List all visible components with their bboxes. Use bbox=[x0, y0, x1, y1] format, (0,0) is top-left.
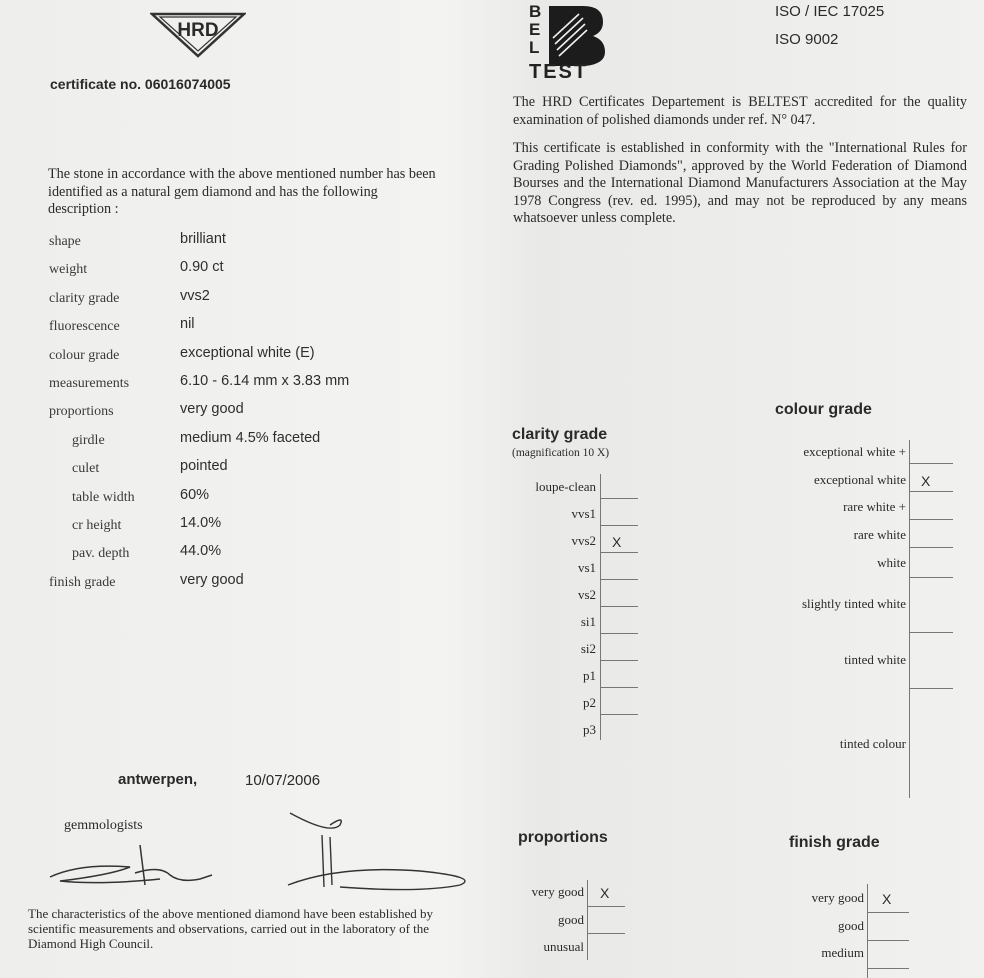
gemmologist-signatures bbox=[40, 805, 480, 910]
hrd-logo bbox=[150, 8, 246, 58]
scale-grade-label: p1 bbox=[583, 668, 596, 683]
scale-grade-line bbox=[909, 463, 953, 464]
description-row-value: 0.90 ct bbox=[180, 259, 224, 276]
scale-grade-line bbox=[909, 688, 953, 689]
issue-city: antwerpen, bbox=[118, 771, 198, 788]
scale-grade-mark: X bbox=[882, 891, 892, 907]
scale-grade-label: vs2 bbox=[577, 587, 596, 602]
description-row-value: 14.0% bbox=[180, 515, 222, 531]
scale-grade-line bbox=[587, 906, 625, 907]
scale-divider bbox=[867, 884, 868, 978]
scale-grade-label: white bbox=[877, 555, 906, 570]
scale-grade-mark: X bbox=[612, 534, 622, 550]
scale-grade-line bbox=[909, 519, 953, 520]
certificate-number: certificate no. 06016074005 bbox=[50, 76, 231, 92]
description-row-label: girdle bbox=[72, 432, 105, 448]
scale-grade-label: exceptional white + bbox=[803, 444, 906, 459]
scale-grade-line bbox=[600, 525, 638, 526]
scale-grade-line bbox=[867, 912, 909, 913]
colour-grade-title: colour grade bbox=[775, 401, 872, 418]
description-row-label: weight bbox=[49, 262, 88, 278]
scale-grade-line bbox=[600, 687, 638, 688]
proportions-title: proportions bbox=[518, 829, 608, 846]
description-row-value: pointed bbox=[180, 458, 228, 475]
description-row-label: shape bbox=[49, 234, 81, 249]
conformity-text: This certificate is established in conformity with the "International Rules for Grading Polished Diamonds", approved by the World Federation of Diamond Bourses and the International Diamond Manufacturers Association at the May 1978 Congress (rev. ed. 1995), and may not be reproduced by any means whatsoever unless complete. bbox=[513, 140, 967, 226]
description-row-label: proportions bbox=[49, 404, 114, 420]
beltest-logo bbox=[527, 0, 617, 82]
description-row-label: cr height bbox=[72, 518, 122, 533]
iso-iec-17025-label: ISO / IEC 17025 bbox=[775, 3, 885, 20]
description-row-label: fluorescence bbox=[49, 319, 120, 335]
description-row-value: very good bbox=[180, 571, 244, 588]
scale-grade-label: rare white + bbox=[843, 499, 906, 514]
scale-grade-line bbox=[600, 660, 638, 661]
issue-date: 10/07/2006 bbox=[245, 772, 321, 789]
description-row-value: very good bbox=[180, 401, 244, 418]
scale-grade-label: exceptional white bbox=[813, 472, 906, 487]
scale-grade-label: rare white bbox=[853, 527, 906, 542]
clarity-grade-title: clarity grade bbox=[512, 426, 608, 443]
svg-text:L: L bbox=[529, 38, 540, 57]
scale-grade-label: vs1 bbox=[577, 560, 596, 575]
scale-grade-line bbox=[909, 577, 953, 578]
description-row-label: pav. depth bbox=[72, 546, 130, 562]
scale-grade-line bbox=[909, 547, 953, 548]
description-intro: The stone in accordance with the above mentioned number has been identified as a natural gem diamond and has the following description : bbox=[48, 166, 436, 217]
scale-grade-label: vvs1 bbox=[571, 506, 596, 521]
scale-grade-mark: X bbox=[921, 473, 931, 489]
scale-grade-line bbox=[600, 552, 638, 553]
description-row-label: finish grade bbox=[49, 574, 116, 590]
clarity-magnification: (magnification 10 X) bbox=[512, 447, 610, 459]
svg-text:HRD: HRD bbox=[177, 20, 219, 41]
svg-text:B: B bbox=[529, 2, 542, 21]
description-row-value: medium 4.5% faceted bbox=[180, 429, 321, 446]
scale-grade-line bbox=[587, 933, 625, 934]
scale-grade-line bbox=[909, 491, 953, 492]
scale-grade-label: p2 bbox=[583, 695, 596, 710]
scale-grade-line bbox=[867, 940, 909, 941]
gemmologists-label: gemmologists bbox=[64, 818, 143, 833]
scale-grade-label: loupe-clean bbox=[535, 479, 596, 494]
scale-divider bbox=[909, 440, 910, 798]
scale-grade-line bbox=[867, 968, 909, 969]
scale-grade-line bbox=[600, 606, 638, 607]
laboratory-note: The characteristics of the above mentioned diamond have been established by scientific measurements and observations, carried out in the laboratory of the Diamond High Council. bbox=[28, 906, 434, 951]
description-row-value: brilliant bbox=[180, 231, 226, 247]
scale-grade-label: si2 bbox=[580, 641, 596, 656]
scale-grade-line bbox=[600, 633, 638, 634]
scale-grade-label: slightly tinted white bbox=[802, 596, 906, 611]
description-row-value: nil bbox=[180, 316, 195, 333]
scale-grade-label: p3 bbox=[583, 722, 596, 737]
description-row-value: 60% bbox=[180, 486, 210, 503]
svg-text:E: E bbox=[529, 20, 541, 39]
scale-grade-label: vvs2 bbox=[571, 533, 596, 548]
scale-grade-line bbox=[600, 498, 638, 499]
description-row-value: vvs2 bbox=[180, 287, 210, 304]
scale-grade-line bbox=[600, 714, 638, 715]
finish-grade-title: finish grade bbox=[789, 834, 880, 851]
scale-grade-label: medium bbox=[821, 945, 864, 960]
description-row-label: measurements bbox=[49, 376, 130, 391]
description-row-label: colour grade bbox=[49, 347, 120, 363]
svg-text:TEST: TEST bbox=[529, 61, 589, 82]
description-row-value: 6.10 - 6.14 mm x 3.83 mm bbox=[180, 373, 350, 389]
scale-grade-label: si1 bbox=[580, 614, 596, 629]
iso-9002-label: ISO 9002 bbox=[775, 31, 839, 48]
scale-grade-line bbox=[600, 579, 638, 580]
accreditation-text: The HRD Certificates Departement is BELTEST accredited for the quality examination of polished diamonds under ref. N° 047. bbox=[513, 94, 967, 128]
scale-grade-label: very good bbox=[811, 890, 864, 905]
scale-grade-label: tinted colour bbox=[839, 736, 906, 751]
scale-grade-label: good bbox=[558, 912, 584, 927]
scale-grade-label: good bbox=[838, 918, 864, 933]
description-row-label: table width bbox=[72, 489, 135, 505]
description-row-value: 44.0% bbox=[180, 543, 222, 560]
scale-divider bbox=[587, 880, 588, 960]
description-row-value: exceptional white (E) bbox=[180, 344, 315, 361]
scale-divider bbox=[600, 474, 601, 740]
scale-grade-line bbox=[909, 632, 953, 633]
scale-grade-mark: X bbox=[600, 885, 610, 901]
description-row-label: clarity grade bbox=[49, 290, 120, 306]
scale-grade-label: unusual bbox=[543, 939, 584, 954]
scale-grade-label: tinted white bbox=[844, 652, 906, 667]
description-row-label: culet bbox=[72, 461, 100, 477]
scale-grade-label: very good bbox=[531, 884, 584, 899]
